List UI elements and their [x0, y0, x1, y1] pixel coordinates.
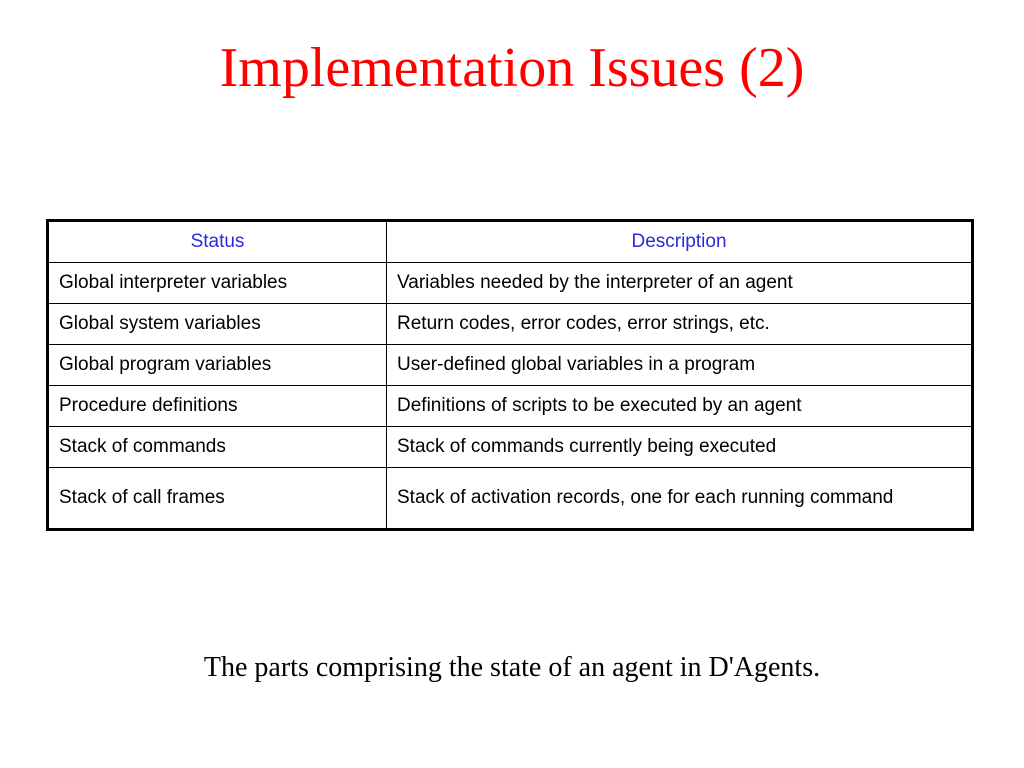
description-cell: Definitions of scripts to be executed by an agent — [387, 386, 973, 427]
table-row — [48, 345, 973, 386]
status-cell: Stack of commands — [48, 427, 387, 468]
status-cell: Procedure definitions — [48, 386, 387, 427]
description-cell: User-defined global variables in a program — [387, 345, 973, 386]
description-cell: Stack of commands currently being executed — [387, 427, 973, 468]
slide-caption: The parts comprising the state of an agent in D'Agents. — [203, 652, 821, 683]
description-cell: Variables needed by the interpreter of an agent — [387, 263, 973, 304]
header-description: Description — [387, 221, 973, 263]
slide-title: Implementation Issues (2) — [219, 37, 805, 99]
status-cell: Global program variables — [48, 345, 387, 386]
table-row — [48, 263, 973, 304]
agent-state-table — [46, 219, 974, 531]
description-cell: Stack of activation records, one for each running command — [387, 468, 973, 530]
table-row — [48, 468, 973, 530]
table-row — [48, 386, 973, 427]
status-cell: Global system variables — [48, 304, 387, 345]
status-cell: Global interpreter variables — [48, 263, 387, 304]
table-row — [48, 304, 973, 345]
table-row — [48, 427, 973, 468]
table-header-row — [48, 221, 973, 263]
header-status: Status — [48, 221, 387, 263]
status-cell: Stack of call frames — [48, 468, 387, 530]
description-cell: Return codes, error codes, error strings, etc. — [387, 304, 973, 345]
